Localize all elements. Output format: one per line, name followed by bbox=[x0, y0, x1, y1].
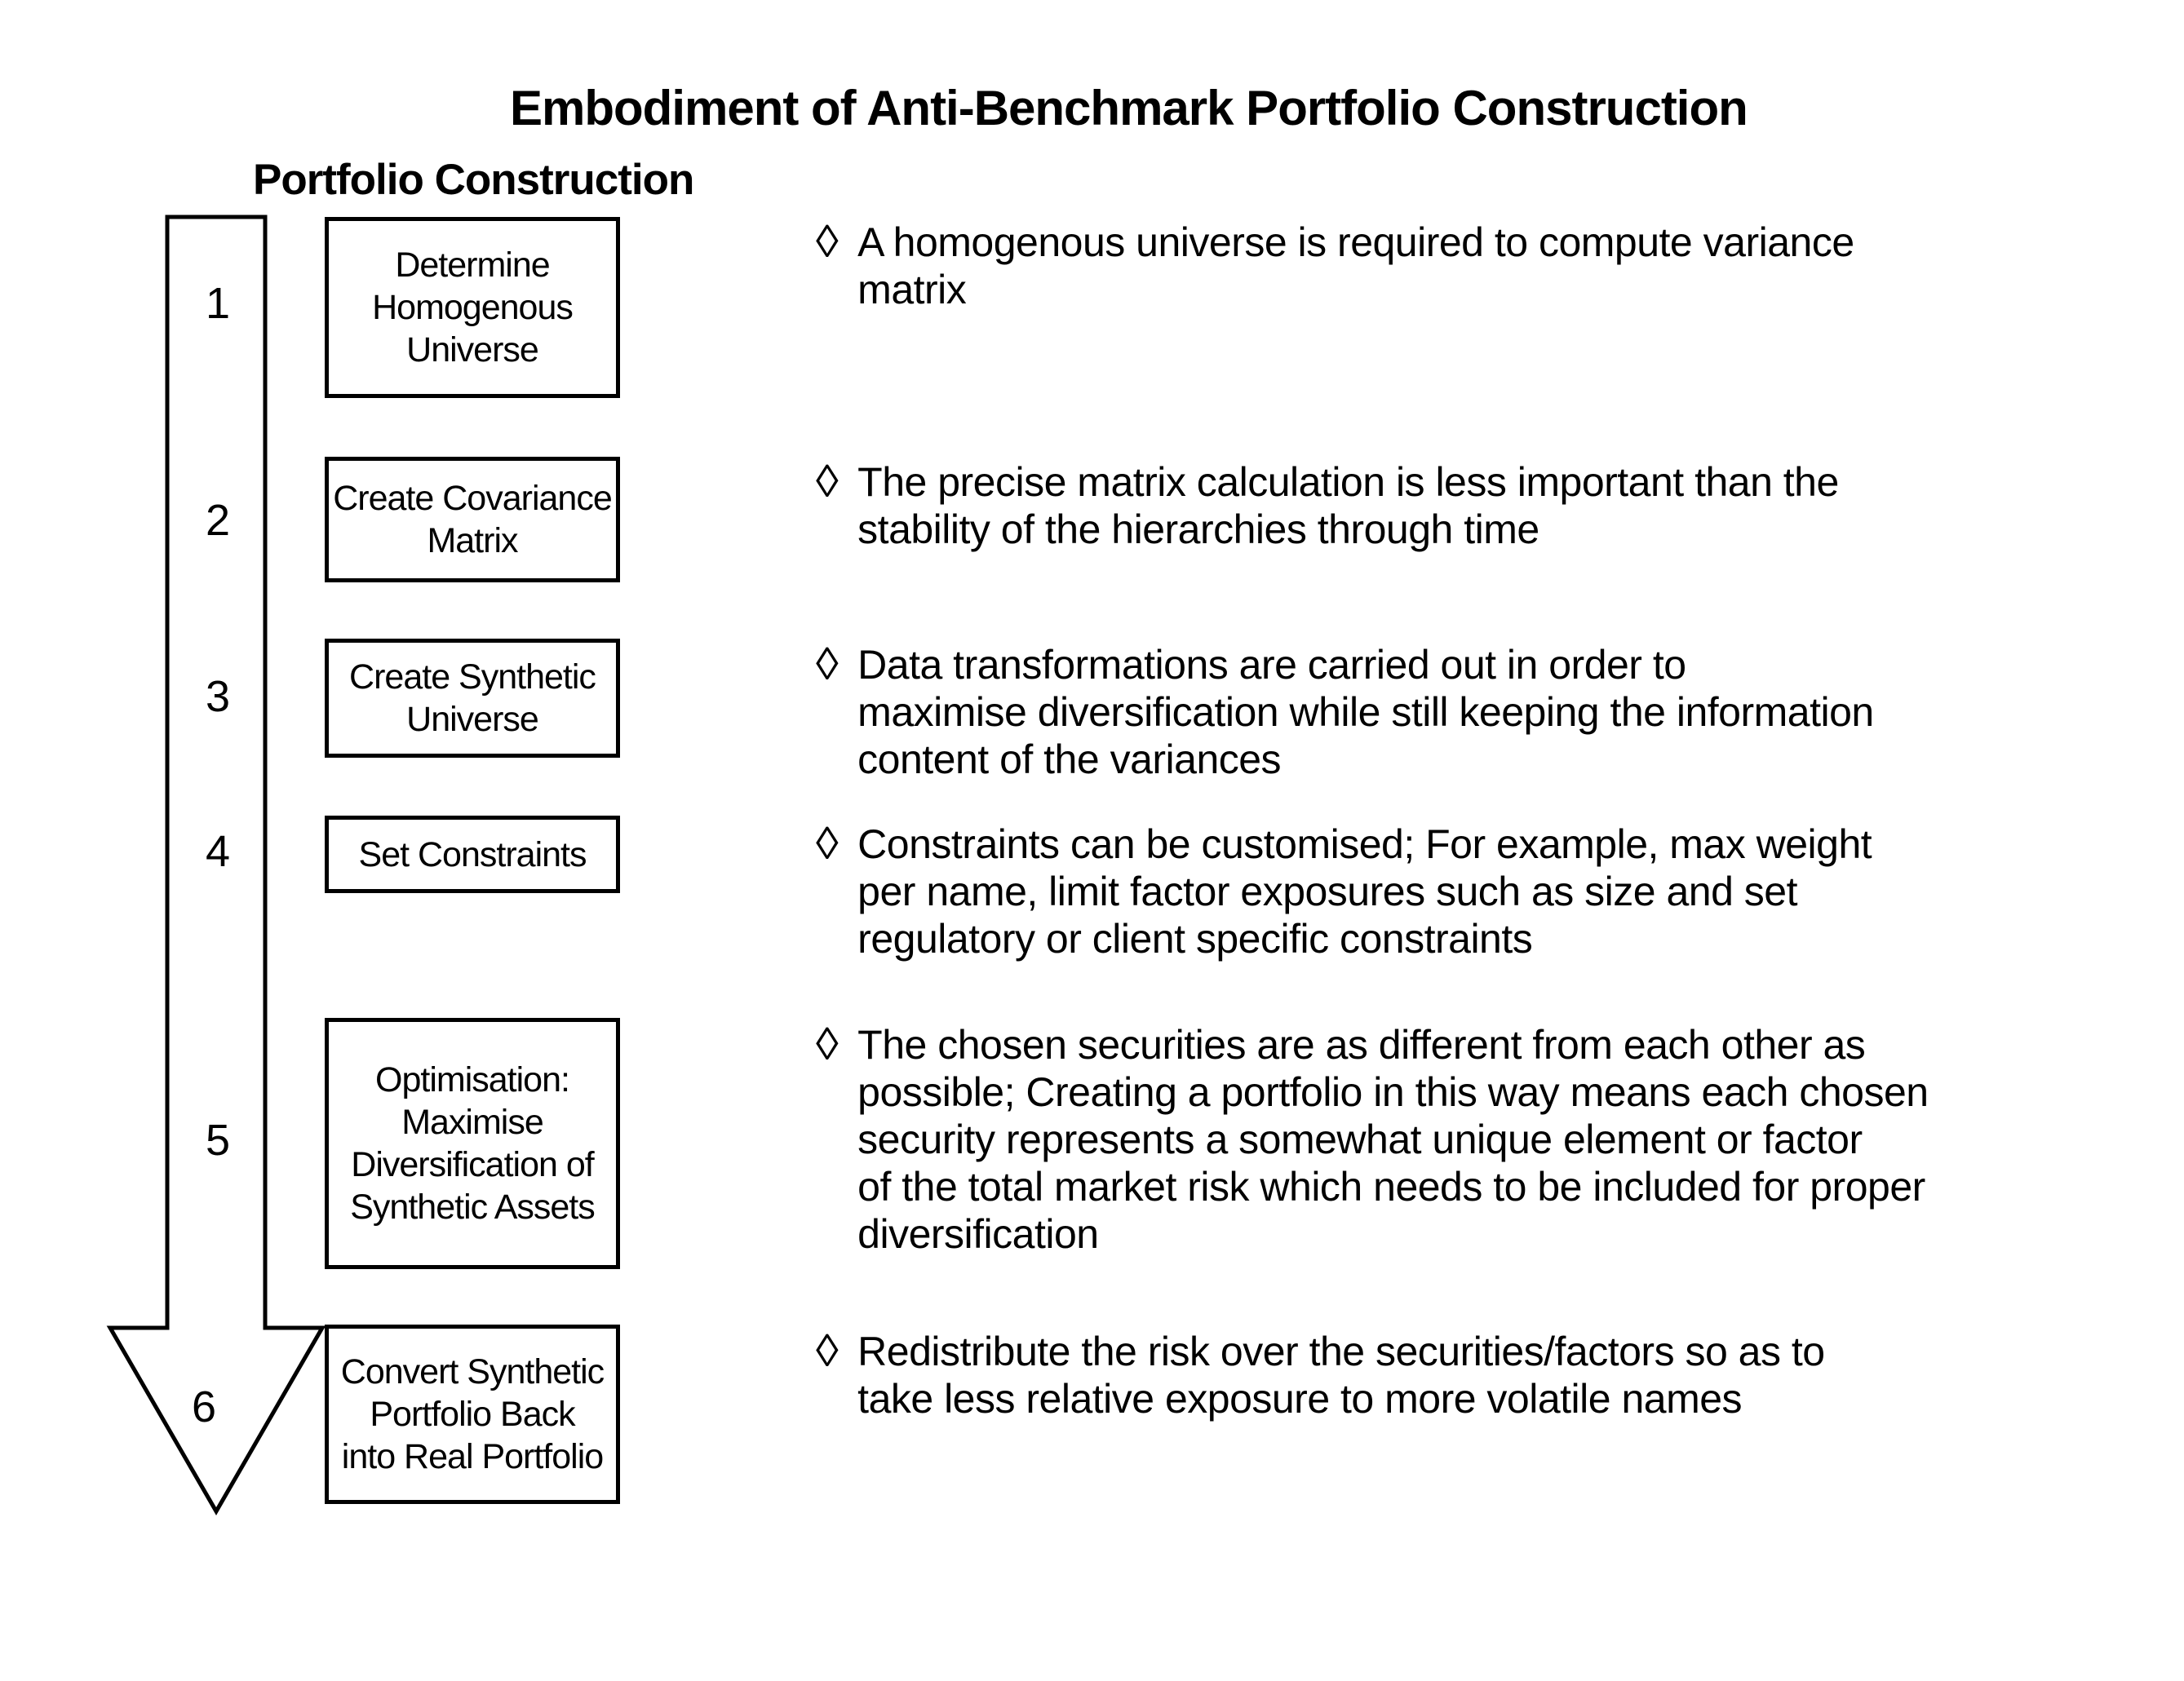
step-box-4-label: Set Constraints bbox=[358, 834, 587, 874]
step-note-4 bbox=[816, 817, 2160, 962]
step-note-1-text: A homogenous universe is required to compute variance matrix bbox=[857, 219, 1854, 312]
step-box-5-label: Optimisation: Maximise Diversification of Synthetic Assets bbox=[350, 1060, 595, 1227]
step-number-1: 1 bbox=[205, 279, 231, 328]
diamond-bullet-icon: ◊ bbox=[816, 455, 839, 507]
step-note-2-text: The precise matrix calculation is less important than the stability of the hierarchies through time bbox=[857, 459, 1839, 552]
column-heading-portfolio-construction: Portfolio Construction bbox=[253, 156, 694, 204]
step-box-5 bbox=[325, 1018, 620, 1269]
step-note-1 bbox=[816, 215, 2160, 313]
step-note-5-text: The chosen securities are as different from each other as possible; Creating a portfolio in this way means each chosen security represents a somewhat unique element or factor of the total market risk which needs to be included for proper diversification bbox=[857, 1022, 1929, 1257]
step-box-3 bbox=[325, 639, 620, 758]
step-box-1-label: Determine Homogenous Universe bbox=[372, 246, 573, 369]
diamond-bullet-icon: ◊ bbox=[816, 1018, 839, 1069]
step-note-4-text: Constraints can be customised; For example, max weight per name, limit factor exposures such as size and set regulatory or client specific constraints bbox=[857, 821, 1872, 962]
step-box-3-label: Create Synthetic Universe bbox=[349, 657, 596, 739]
step-box-1 bbox=[325, 217, 620, 398]
step-note-2 bbox=[816, 455, 2160, 553]
step-box-2-label: Create Covariance Matrix bbox=[333, 479, 612, 560]
diamond-bullet-icon: ◊ bbox=[816, 638, 839, 689]
step-number-6: 6 bbox=[191, 1382, 217, 1431]
step-note-6 bbox=[816, 1325, 2160, 1422]
step-note-3 bbox=[816, 638, 2160, 783]
diamond-bullet-icon: ◊ bbox=[816, 1325, 839, 1376]
step-note-3-text: Data transformations are carried out in order to maximise diversification while still keeping the information content of the variances bbox=[857, 642, 1874, 782]
diamond-bullet-icon: ◊ bbox=[816, 215, 839, 267]
diamond-bullet-icon: ◊ bbox=[816, 817, 839, 869]
step-number-4: 4 bbox=[205, 827, 231, 876]
step-box-2 bbox=[325, 457, 620, 582]
step-box-6-label: Convert Synthetic Portfolio Back into Real Portfolio bbox=[340, 1352, 605, 1476]
figure-title: Embodiment of Anti-Benchmark Portfolio Construction bbox=[510, 81, 1748, 135]
step-number-3: 3 bbox=[205, 672, 231, 721]
step-box-4 bbox=[325, 816, 620, 893]
step-number-2: 2 bbox=[205, 496, 231, 545]
step-number-5: 5 bbox=[205, 1116, 231, 1165]
step-note-6-text: Redistribute the risk over the securities/factors so as to take less relative exposure to more volatile names bbox=[857, 1329, 1825, 1422]
step-note-5 bbox=[816, 1018, 2160, 1258]
step-box-6 bbox=[325, 1325, 620, 1504]
